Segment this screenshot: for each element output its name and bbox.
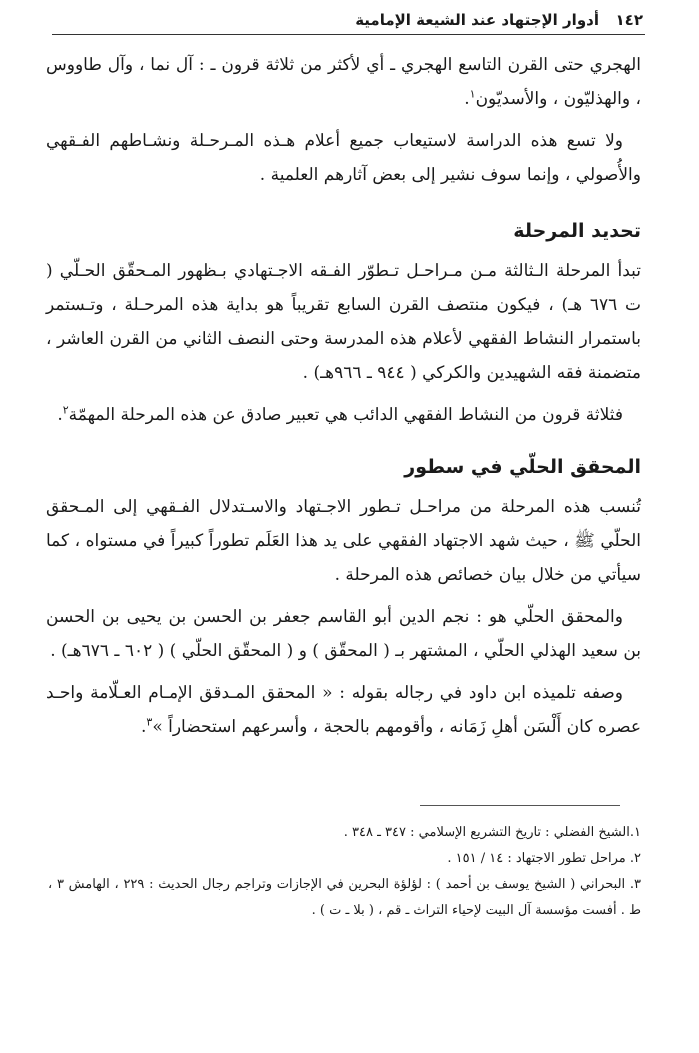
running-title: أدوار الإجتهاد عند الشيعة الإمامية xyxy=(355,11,599,29)
paragraph xyxy=(46,490,641,592)
footnote-ref[interactable]: ٢ xyxy=(62,403,69,417)
paragraph xyxy=(46,124,641,192)
footnote: ١.الشيخ الفضلي : تاريخ التشريع الإسلامي : ٣٤٧ ـ ٣٤٨ . xyxy=(343,825,641,840)
footnote-ref[interactable]: ٣ xyxy=(146,715,153,729)
paragraph: فثلاثة قرون من النشاط الفقهي الدائب هي تعبير صادق عن هذه المرحلة المهمّة$^٢$. xyxy=(57,403,623,425)
paragraph-text: والمحقق الحلّي هو : نجم الدين أبو القاسم جعفر بن الحسن بن يحيى بن الحسن بن سعيد الهذلي الحلّي ، المشتهر بـ ( المحقّق ) و ( المحقّق الحلّي ) ( ٦٠٢ ـ ٦٧٦هـ) . xyxy=(46,607,641,661)
footnote-separator xyxy=(420,805,620,806)
paragraph-text: وصفه تلميذه ابن داود في رجاله بقوله : « المحقق المـدقق الإمـام العـلّامة واحـد عصره كان أَلْسَن أهلِ زَمَانه ، وأقومهم بالحجة ، وأسرعهم استحضاراً » xyxy=(46,683,641,737)
footnotes xyxy=(48,820,641,924)
paragraph xyxy=(46,254,641,390)
paragraph-text: فثلاثة قرون من النشاط الفقهي الدائب هي تعبير صادق عن هذه المرحلة المهمّة xyxy=(68,405,623,425)
footnote-ref[interactable]: ١ xyxy=(469,87,476,101)
paragraph: وصفه تلميذه ابن داود في رجاله بقوله : « المحقق المـدقق الإمـام العـلّامة واحـد عصره كان أَلْسَن أهلِ زَمَانه ، وأقومهم بالحجة ، وأسرعهم استحضاراً »$^٣$. xyxy=(46,683,641,737)
footnote: ٢. مراحل تطور الاجتهاد : ١٤ / ١٥١ . xyxy=(447,851,641,866)
page-number: ١٤٢ xyxy=(615,11,643,29)
paragraph-text: تبدأ المرحلة الـثالثة مـن مـراحـل تـطوّر الفـقه الاجـتهادي بـظهور المـحقّق الحـلّي ( ت ٦٧٦ هـ) ، فيكون منتصف القرن السابع تقريباً هو بداية هذه المرحـلة ، وتـستمر باستمرار النشاط الفقهي لأعلام هذه المدرسة وحتى النصف الثاني من القرن العاشر ، متضمنة فقه الشهيدين والكركي ( ٩٤٤ ـ ٩٦٦هـ) . xyxy=(46,261,641,383)
body-text xyxy=(46,48,641,752)
paragraph-text: الهجري حتى القرن التاسع الهجري ـ أي لأكثر من ثلاثة قرون ـ : آل نما ، وآل طاووس ، والهذليّون ، والأسديّون xyxy=(46,55,641,109)
running-header xyxy=(54,8,643,34)
section-heading: المحقق الحلّي في سطور xyxy=(404,456,641,478)
footnote: ٣. البحراني ( الشيخ يوسف بن أحمد ) : لؤلؤة البحرين في الإجازات وتراجم رجال الحديث : ٢٢٩ ، الهامش ٣ ، ط . أفست مؤسسة آل البيت لإحياء التراث ـ قم ، ( بلا ـ ت ) . xyxy=(48,877,642,918)
paragraph-text: تُنسب هذه المرحلة من مراحـل تـطور الاجـتهاد والاسـتدلال الفـقهي إلى المـحقق الحلّي ﷺ ، حيث شهد الاجتهاد الفقهي على يد هذا العَلَم تطوراً كبيراً في مستواه ، كما سيأتي من خلال بيان خصائص هذه المرحلة . xyxy=(46,497,641,585)
header-rule xyxy=(52,34,645,35)
section-heading: تحديد المرحلة xyxy=(513,220,641,242)
paragraph-text: ولا تسع هذه الدراسة لاستيعاب جميع أعلام هـذه المـرحـلة ونشـاطهم الفـقهي والأُصولي ، وإنما سوف نشير إلى بعض آثارهم العلمية . xyxy=(46,131,641,185)
paragraph-continuation: الهجري حتى القرن التاسع الهجري ـ أي لأكثر من ثلاثة قرون ـ : آل نما ، وآل طاووس ، والهذليّون ، والأسديّون$^١$. xyxy=(46,55,641,109)
paragraph xyxy=(46,600,641,668)
